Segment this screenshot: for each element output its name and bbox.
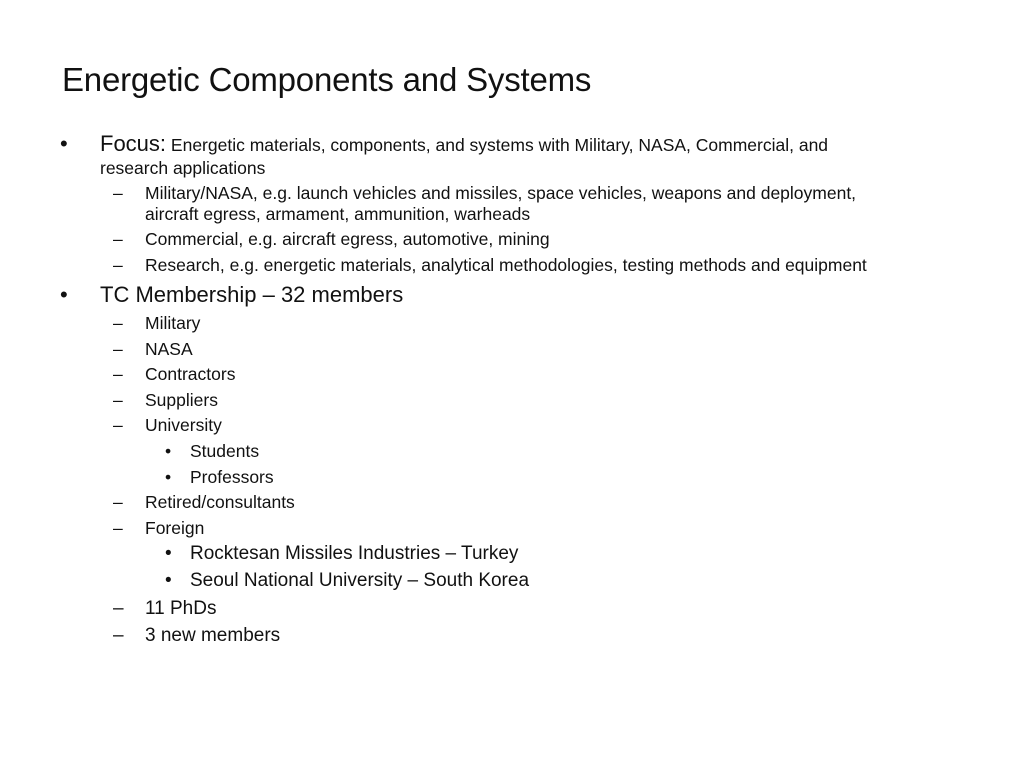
dash-bullet: – [113,313,123,333]
dash-bullet: – [113,625,124,646]
bullet-dot: • [165,441,172,461]
dash-bullet: – [113,598,124,619]
bullet-dot: • [165,467,172,487]
bullet-dot: • [165,543,172,564]
focus-colon: : [159,131,167,156]
membership-item-suppliers: Suppliers [145,390,218,410]
focus-item-research: Research, e.g. energetic materials, analytical methodologies, testing methods and equipment [145,255,867,275]
dash-bullet: – [113,492,123,512]
dash-bullet: – [113,339,123,359]
focus-item-military-nasa: Military/NASA, e.g. launch vehicles and missiles, space vehicles, weapons and deployment, [145,183,857,203]
focus-bullet [100,130,828,159]
focus-label: Focus [100,131,160,156]
focus-text-continued: research applications [100,158,266,178]
dash-bullet: – [113,255,123,275]
bullet-dot: • [165,570,172,591]
focus-item-military-nasa-cont: aircraft egress, armament, ammunition, warheads [145,204,531,224]
dash-bullet: – [113,364,123,384]
dash-bullet: – [113,183,123,203]
membership-item-military: Military [145,313,201,333]
membership-bullet: TC Membership – 32 members [100,282,404,307]
membership-item-nasa: NASA [145,339,193,359]
foreign-sub-seoul: Seoul National University – South Korea [190,570,530,591]
bullet-dot: • [60,131,68,156]
dash-bullet: – [113,518,123,538]
dash-bullet: – [113,229,123,249]
membership-item-phds: 11 PhDs [145,598,217,619]
membership-item-foreign: Foreign [145,518,205,538]
membership-item-contractors: Contractors [145,364,236,384]
university-sub-students: Students [190,441,260,461]
membership-item-university: University [145,415,222,435]
foreign-sub-rocktesan: Rocktesan Missiles Industries – Turkey [190,543,519,564]
dash-bullet: – [113,415,123,435]
membership-item-new-members: 3 new members [145,625,281,646]
bullet-dot: • [60,282,68,307]
focus-item-commercial: Commercial, e.g. aircraft egress, automotive, mining [145,229,550,249]
university-sub-professors: Professors [190,467,274,487]
focus-text: Energetic materials, components, and systems with Military, NASA, Commercial, and [166,135,829,155]
dash-bullet: – [113,390,123,410]
slide-title: Energetic Components and Systems [62,61,592,98]
membership-item-retired: Retired/consultants [145,492,295,512]
